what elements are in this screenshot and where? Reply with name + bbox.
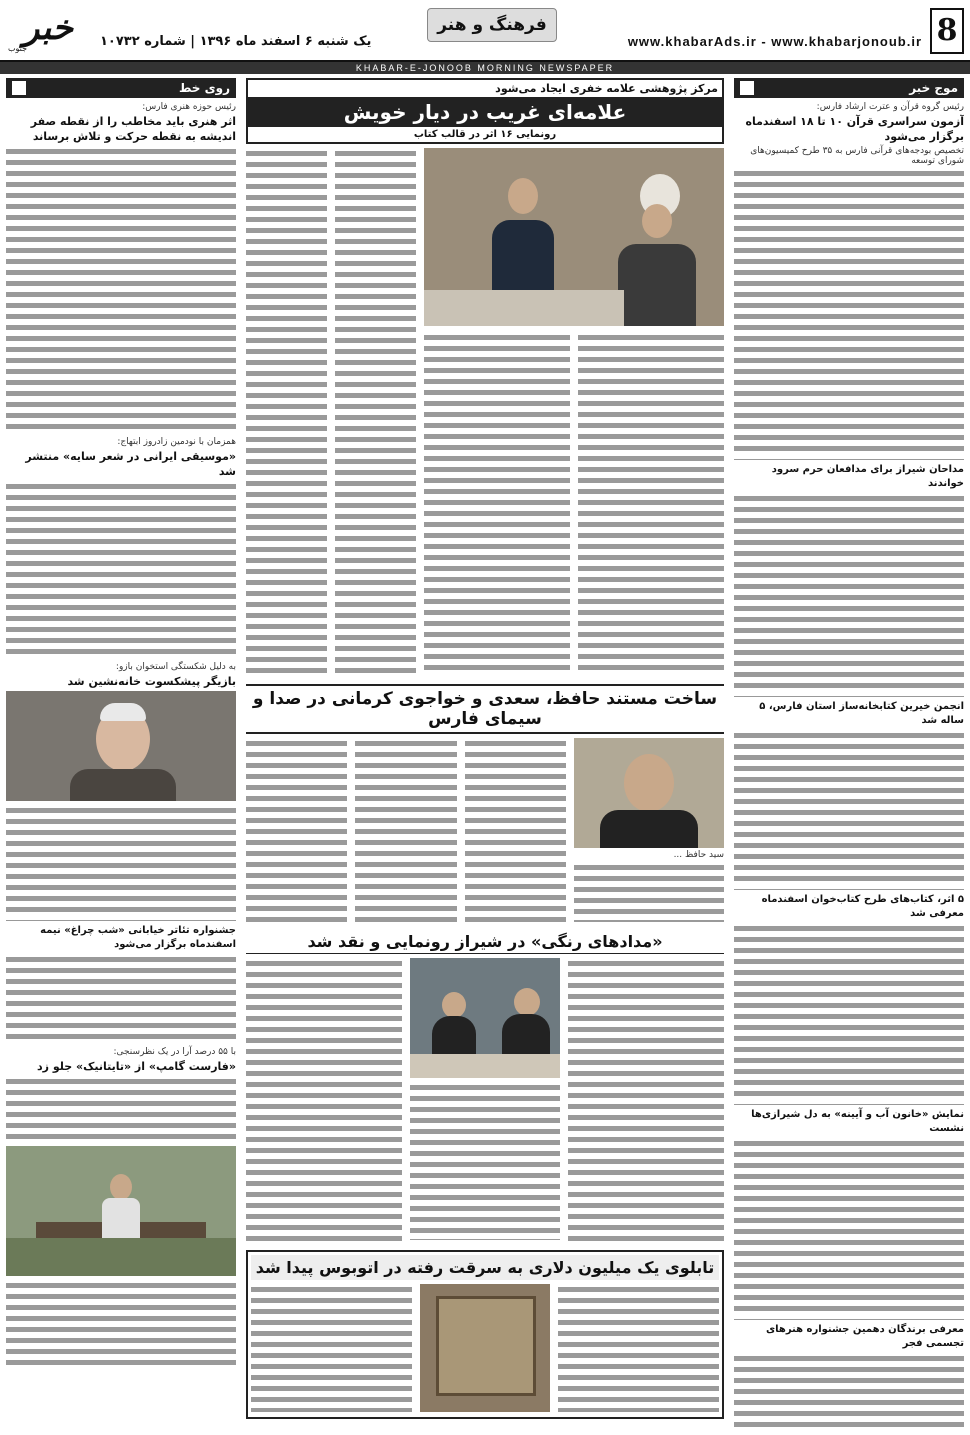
article-body: [251, 1284, 412, 1412]
main-subheadline: رونمایی ۱۶ اثر در قالب کتاب: [413, 129, 557, 140]
article-body: [574, 862, 724, 922]
event-photo: [410, 958, 560, 1078]
article-headline-large: ساخت مستند حافظ، سعدی و خواجوی کرمانی در صدا و سیمای فارس: [246, 684, 724, 734]
article-body: [6, 954, 236, 1042]
event-photo: [424, 148, 724, 326]
article-body: [568, 958, 724, 1242]
article-body: [734, 493, 964, 691]
website-url: www.khabarAds.ir - www.khabarjonoub.ir: [627, 34, 922, 49]
article-headline: بازیگر پیشکسوت خانه‌نشین شد: [67, 675, 236, 688]
article-headline: «موسیقی ایرانی در شعر سایه» منتشر شد: [25, 450, 236, 478]
article-body: [6, 1280, 236, 1368]
person-face: [624, 754, 674, 812]
article-headline: ۵ اثر، کتاب‌های طرح کتاب‌خوان اسفندماه معرفی شد: [734, 889, 964, 921]
article-kicker: رئیس گروه قرآن و عترت ارشاد فارس:: [816, 102, 964, 112]
article-body: [734, 168, 964, 454]
white-hair-shape: [100, 703, 146, 721]
middle-column: [246, 78, 724, 1430]
article-body: [734, 1353, 964, 1430]
article-body: [558, 1284, 719, 1412]
article-headline-large: «مدادهای رنگی» در شیراز رونمایی و نقد شد: [246, 930, 724, 954]
newspaper-logo: خبر: [22, 8, 74, 48]
left-column: [6, 78, 236, 1430]
main-kicker: مرکز پژوهشی علامه خفری ایجاد می‌شود: [495, 82, 718, 95]
article-body: [465, 738, 566, 922]
person-face: [508, 178, 538, 214]
section-label-text: موج خبر: [909, 81, 958, 95]
person-body: [618, 244, 696, 326]
article-headline: نمایش «خانون آب و آیینه» به دل شیرازی‌ها نشست: [734, 1104, 964, 1136]
article-body: [335, 148, 416, 674]
page-number: 8: [930, 8, 964, 54]
article-body: [246, 958, 402, 1242]
person-face: [642, 204, 672, 238]
article-body: [734, 923, 964, 1099]
film-still-photo: [6, 1146, 236, 1276]
person-face: [110, 1174, 132, 1200]
grass-shape: [6, 1238, 236, 1276]
person-body: [600, 810, 698, 848]
article-body: [6, 146, 236, 432]
article-body: [6, 481, 236, 657]
painting-frame: [436, 1296, 536, 1396]
person-body: [432, 1016, 476, 1054]
issue-date: یک شنبه ۶ اسفند ماه ۱۳۹۶ | شماره ۱۰۷۳۲: [100, 34, 372, 49]
article-body: [6, 1076, 236, 1142]
section-label-text: روی خط: [178, 81, 230, 95]
article-headline: معرفی برندگان دهمین جشنواره هنرهای تجسمی فجر: [734, 1319, 964, 1351]
right-column: [734, 78, 964, 1430]
person-body: [102, 1198, 140, 1238]
actor-photo: [6, 691, 236, 801]
newspaper-logo-sub: جنوب: [8, 44, 28, 53]
article-kicker: با ۵۵ درصد آرا در یک نظرسنجی:: [113, 1047, 236, 1057]
article-kicker: رئیس حوزه هنری فارس:: [142, 102, 236, 112]
section-label-left: [6, 78, 236, 98]
photo-caption: سید حافظ ...: [673, 850, 724, 860]
article-body: [578, 332, 724, 672]
masthead: [0, 0, 970, 62]
person-face: [442, 992, 466, 1018]
bottom-article-box: [246, 1250, 724, 1419]
article-subheadline: تخصیص بودجه‌های قرآنی فارس به ۳۵ طرح کمیسیون‌های شورای توسعه: [750, 146, 964, 166]
label-square-icon: [12, 81, 26, 95]
person-body: [502, 1014, 550, 1054]
portrait-photo: [574, 738, 724, 848]
person-body: [492, 220, 554, 290]
desk-shape: [424, 290, 624, 326]
newspaper-name-bar: KHABAR-E-JONOOB MORNING NEWSPAPER: [0, 62, 970, 74]
article-kicker: به دلیل شکستگی استخوان بازو:: [115, 662, 236, 672]
article-body: [734, 1138, 964, 1314]
article-headline: مداحان شیراز برای مدافعان حرم سرود خواندند: [734, 459, 964, 491]
label-square-icon: [740, 81, 754, 95]
main-headline: علامه‌ای غریب در دیار خویش: [248, 97, 722, 127]
article-body: [734, 730, 964, 884]
article-headline: اثر هنری باید مخاطب را از نقطه صفر اندیشه به نقطه حرکت و تلاش برساند: [30, 115, 236, 143]
person-face: [514, 988, 540, 1016]
painting-photo: [420, 1284, 550, 1412]
article-body: [355, 738, 456, 922]
section-title: فرهنگ و هنر: [427, 8, 557, 42]
article-headline: آزمون سراسری قرآن ۱۰ تا ۱۸ اسفندماه برگزار می‌شود: [745, 115, 964, 143]
person-body: [70, 769, 176, 801]
article-body: [246, 738, 347, 922]
article-headline-large: تابلوی یک میلیون دلاری به سرقت رفته در اتوبوس پیدا شد: [251, 1255, 719, 1280]
article-headline: جشنواره تئاتر خیابانی «شب چراغ» نیمه اسفندماه برگزار می‌شود: [6, 920, 236, 952]
main-headline-box: [246, 78, 724, 144]
article-body: [424, 332, 570, 672]
article-body: [246, 148, 327, 674]
article-body: [6, 805, 236, 915]
article-body: [410, 1082, 560, 1240]
article-kicker: همزمان با نودمین زادروز ابتهاج:: [117, 437, 236, 447]
section-label-right: [734, 78, 964, 98]
desk-shape: [410, 1054, 560, 1078]
article-headline: انجمن خیرین کتابخانه‌ساز استان فارس، ۵ ساله شد: [734, 696, 964, 728]
article-headline: «فارست گامپ» از «تایتانیک» جلو زد: [37, 1060, 236, 1073]
